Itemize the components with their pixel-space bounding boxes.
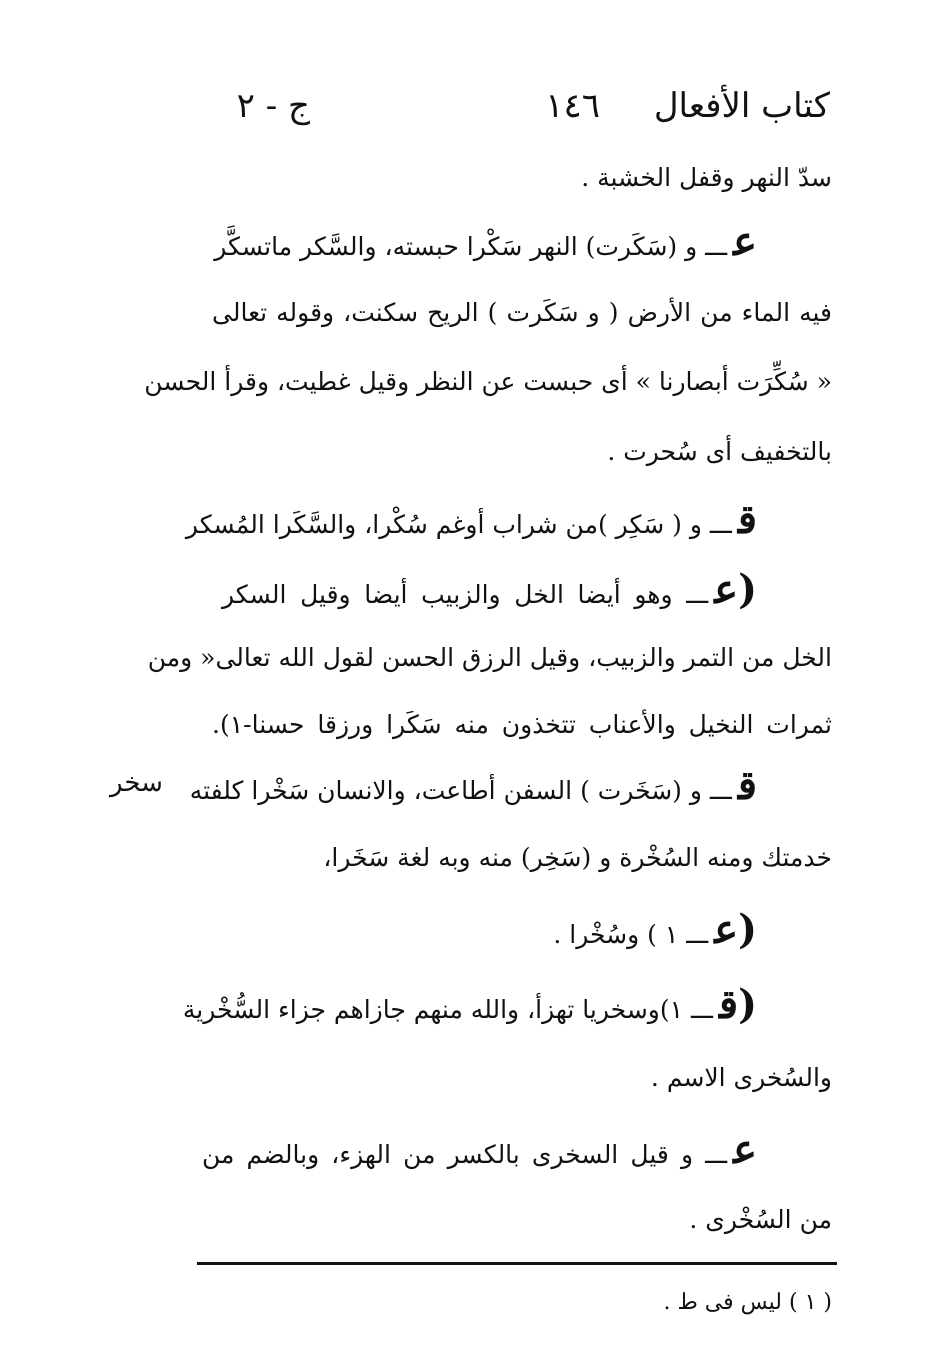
entry-marker: ع [733, 218, 757, 265]
line-text: ـــ و قيل السخرى بالكسر من الهزء، وبالضم من [202, 1140, 728, 1169]
page-number: ١٤٦ [545, 86, 600, 126]
text-line [189, 762, 757, 811]
line-text: ـــ و (سَكَرت) النهر سَكْرا حبسته، والسَّكر ماتسكَّر [214, 232, 728, 261]
line-text: « سُكِّرَت أبصارنا » أى حبست عن النظر وقيل غطيت، وقرأ الحسن [144, 367, 832, 396]
text-line [212, 293, 832, 333]
volume-label: ج - ٢ [236, 86, 310, 126]
line-text: ـــ ١ ) وسُخْرا . [553, 920, 709, 949]
text-line [182, 981, 757, 1030]
line-text: ـــ و (سَخَرت ) السفن أطاعت، والانسان سَخْرا كلفته [189, 776, 732, 805]
line-text: والسُخرى الاسم . [650, 1063, 832, 1092]
line-text: ـــ وهو أيضا الخل والزبيب أيضا وقيل السكر [222, 580, 709, 609]
line-text: ـــ و ( سَكِر )من شراب أوغم سُكْرا، والسَّكَرا المُسكر [185, 510, 732, 539]
text-line [651, 1058, 832, 1098]
margin-root-word: سخر [110, 768, 163, 798]
line-text: ثمرات النخيل والأعناب تتخذون منه سَكَرا ورزقا حسنا-١). [212, 710, 832, 739]
entry-marker: (ع [714, 566, 757, 613]
footnote: ( ١ ) ليس فى ط . [663, 1290, 832, 1315]
book-title: كتاب الأفعال [653, 86, 830, 126]
entry-marker: ع [733, 1126, 757, 1173]
text-line [202, 1126, 757, 1175]
footnote-divider [197, 1262, 837, 1265]
line-text: فيه الماء من الأرض ( و سَكَرت ) الريح سكنت، وقوله تعالى [212, 298, 832, 327]
entry-marker: (ق [718, 981, 757, 1028]
text-line [323, 838, 832, 878]
line-text: من السُخْرى . [689, 1205, 832, 1234]
text-line [581, 158, 832, 198]
entry-marker: ق [737, 496, 757, 543]
text-line [147, 638, 832, 678]
text-line [214, 218, 757, 267]
entry-marker: (ع [714, 906, 757, 953]
text-line [212, 705, 832, 745]
text-line [185, 496, 757, 545]
line-text: بالتخفيف أى سُحرت . [607, 437, 832, 466]
entry-marker: ق [737, 762, 757, 809]
running-header [230, 86, 830, 136]
text-line [553, 906, 757, 955]
line-text: ـــ ١)وسخريا تهزأ، والله منهم جازاهم جزاء السُّخْرية [182, 995, 713, 1024]
text-line [689, 1200, 832, 1240]
text-line [222, 566, 757, 615]
line-text: خدمتك ومنه السُخْرة و (سَخِر) منه وبه لغة سَخَرا، [323, 843, 832, 872]
text-line [144, 362, 832, 402]
text-line [607, 432, 832, 472]
line-text: الخل من التمر والزبيب، وقيل الرزق الحسن لقول الله تعالى« ومن [147, 643, 832, 672]
line-text: سدّ النهر وقفل الخشبة . [581, 163, 832, 192]
